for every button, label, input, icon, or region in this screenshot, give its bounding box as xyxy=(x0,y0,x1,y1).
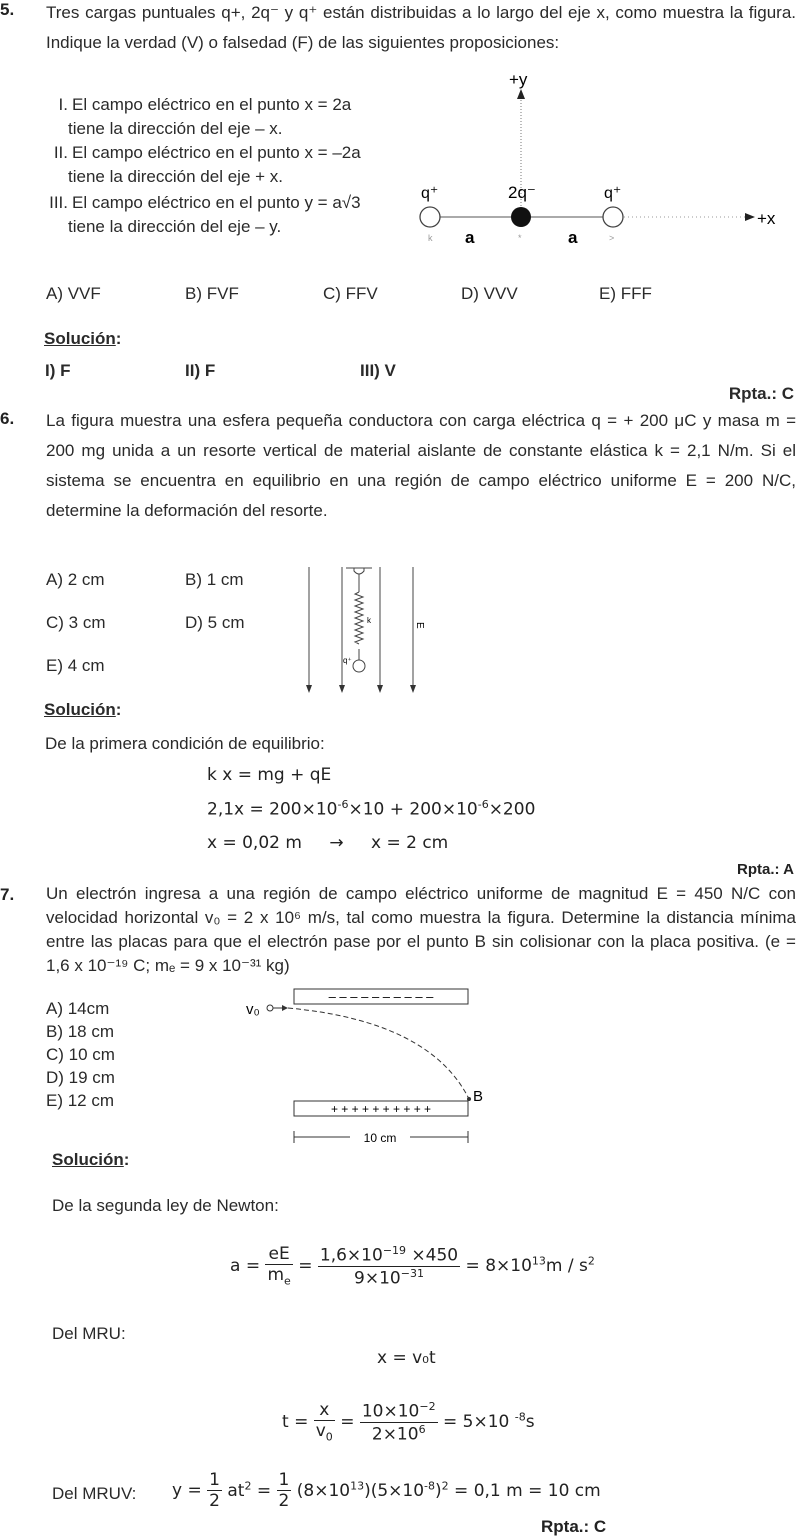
problem-5-number: 5. xyxy=(0,0,15,19)
option-d: D) 5 cm xyxy=(185,613,245,632)
option-a: A) 14cm xyxy=(46,999,110,1018)
solution-heading: Solución: xyxy=(44,329,122,348)
answer-key: Rpta.: C xyxy=(728,384,794,403)
option-c: C) 3 cm xyxy=(46,613,106,632)
charges-figure xyxy=(410,65,800,255)
charge-right xyxy=(603,207,623,227)
option-e: E) FFF xyxy=(599,284,652,303)
mruv-intro: Del MRUV: xyxy=(52,1484,137,1503)
dimension-label: 10 cm xyxy=(363,1131,397,1145)
displacement-equation: y = $\frac{1}{2}$ $at^2$ = $\frac{1}{2}$ $(8\times 10^{13})(5\times 10^{-8})^2 = 0,1$ m = 10 cm xyxy=(172,1470,601,1511)
tick-mark: k xyxy=(428,233,433,243)
charged-sphere xyxy=(353,660,365,672)
spring-field-figure xyxy=(300,562,430,697)
option-b: B) FVF xyxy=(185,284,239,303)
proposition-3 xyxy=(46,191,426,215)
x-axis-label: +x xyxy=(757,209,776,228)
arrow-icon: → xyxy=(329,833,344,853)
answer-ii: II) F xyxy=(185,361,216,380)
option-e: E) 4 cm xyxy=(46,656,105,675)
x-axis-arrow-icon xyxy=(745,213,755,221)
prop-text-cont: tiene la dirección del eje + x. xyxy=(68,167,283,186)
velocity-label: v₀ xyxy=(246,1001,260,1018)
distance-right-label: a xyxy=(568,228,578,247)
exponent: -6 xyxy=(337,798,349,811)
tick-mark: > xyxy=(609,233,615,243)
charge-right-label: q⁺ xyxy=(604,185,622,202)
problem-7-statement: Un electrón ingresa a una región de campo eléctrico uniforme de magnitud E = 450 N/C con velocidad horizontal v₀ = 2 x 10⁶ m/s, tal como muestra la figura. Determine la distancia mínima entre las placas para que el electrón pase por el punto B sin colisionar con la placa positiva. (e = 1,6 x 10⁻¹⁹ C; mₑ = 9 x 10⁻³¹ kg) xyxy=(46,884,796,975)
charge-center-label: 2q⁻ xyxy=(508,183,536,202)
prop-numeral: I. xyxy=(58,95,68,114)
spring-constant-label: k xyxy=(367,616,371,625)
option-c: C) FFV xyxy=(323,284,378,303)
problem-7-options xyxy=(46,997,115,1112)
tick-mark: * xyxy=(518,233,522,243)
prop-text-cont: tiene la dirección del eje – x. xyxy=(68,119,283,138)
problem-7-number: 7. xyxy=(0,885,15,904)
newton-intro: De la segunda ley de Newton: xyxy=(52,1196,279,1215)
field-arrow-icon xyxy=(377,685,383,693)
prop-text: El campo eléctrico en el punto y = a√3 xyxy=(72,193,361,212)
option-d: D) 19 cm xyxy=(46,1068,115,1087)
equation-3 xyxy=(207,833,448,853)
equation-2 xyxy=(207,798,535,820)
eq-part: ×10 + 200×10 xyxy=(348,799,478,820)
hook xyxy=(354,568,364,574)
prop-numeral: III. xyxy=(49,193,68,212)
exponent: -6 xyxy=(477,798,489,811)
prop-text: El campo eléctrico en el punto x = 2a xyxy=(72,95,352,114)
solution-label: Solución xyxy=(52,1150,124,1169)
charge-left xyxy=(420,207,440,227)
solution-heading: Solución: xyxy=(44,700,122,719)
plates-figure xyxy=(240,985,500,1150)
eq-part: x = 2 cm xyxy=(371,833,449,853)
y-axis-label: +y xyxy=(509,70,528,89)
distance-left-label: a xyxy=(465,228,475,247)
field-arrow-icon xyxy=(306,685,312,693)
answer-i: I) F xyxy=(45,361,71,380)
option-a: A) VVF xyxy=(46,284,101,303)
charge-label: q⁺ xyxy=(343,656,352,665)
eq-part: x = 0,02 m xyxy=(207,833,302,853)
charge-center xyxy=(511,207,531,227)
option-c: C) 10 cm xyxy=(46,1045,115,1064)
prop-numeral: II. xyxy=(53,143,68,162)
answer-key: Rpta.: C xyxy=(541,1517,607,1536)
option-b: B) 1 cm xyxy=(185,570,244,589)
option-d: D) VVV xyxy=(461,284,518,303)
proposition-1 xyxy=(46,93,426,117)
problem-5-propositions xyxy=(46,93,426,239)
option-a: A) 2 cm xyxy=(46,570,105,589)
field-arrow-icon xyxy=(410,685,416,693)
solution-label: Solución xyxy=(44,700,116,719)
charge-left-label: q⁺ xyxy=(421,185,439,202)
solution-heading: Solución: xyxy=(52,1150,130,1169)
mru-intro: Del MRU: xyxy=(52,1324,126,1343)
equation-1: k x = mg + qE xyxy=(207,765,332,785)
option-b: B) 18 cm xyxy=(46,1022,115,1041)
negative-plate-signs: – – – – – – – – – – xyxy=(328,989,434,1004)
prop-text: El campo eléctrico en el punto x = –2a xyxy=(72,143,361,162)
velocity-arrow-icon xyxy=(282,1005,288,1011)
field-arrow-icon xyxy=(339,685,345,693)
point-b-label: B xyxy=(473,1088,484,1105)
y-axis-arrow-icon xyxy=(517,89,525,99)
eq-part: ×200 xyxy=(488,799,536,820)
problem-6-number: 6. xyxy=(0,409,15,428)
proposition-2 xyxy=(46,141,426,165)
solution-label: Solución xyxy=(44,329,116,348)
spring-coil xyxy=(355,592,363,644)
prop-text-cont: tiene la dirección del eje – y. xyxy=(68,217,282,236)
mru-equation: x = v₀t xyxy=(377,1348,436,1368)
electron xyxy=(267,1005,273,1011)
field-label: E xyxy=(414,622,425,629)
eq-part: 2,1x = 200×10 xyxy=(207,799,338,820)
point-b-marker xyxy=(467,1097,471,1101)
problem-6-statement: La figura muestra una esfera pequeña conductora con carga eléctrica q = + 200 μC y masa m = 200 mg unida a un resorte vertical de material aislante de constante elástica k = 2,1 N/m. Si el sistema se encuentra en equilibrio en una región de campo eléctrico uniforme E = 200 N/C, determine la deformación del resorte. xyxy=(46,411,796,520)
answer-key: Rpta.: A xyxy=(737,861,794,878)
problem-5-statement: Tres cargas puntuales q+, 2q⁻ y q⁺ están distribuidas a lo largo del eje x, como muestra la figura. Indique la verdad (V) o falsedad (F) de las siguientes proposiciones: xyxy=(46,3,796,52)
electron-trajectory xyxy=(288,1008,469,1099)
positive-plate-signs: + + + + + + + + + + xyxy=(330,1102,432,1116)
answer-iii: III) V xyxy=(360,361,396,380)
equilibrium-intro: De la primera condición de equilibrio: xyxy=(45,734,325,753)
time-equation: t = $\frac{x}{v_0}$ = $\frac{10\times 10^{-2}}{2\times 10^6}$ = 5×10 $^{-8}$s xyxy=(282,1400,535,1445)
option-e: E) 12 cm xyxy=(46,1091,115,1110)
acceleration-equation: a = $\frac{eE}{m_e}$ = $\frac{1,6\times 10^{-19} \times 450}{9\times 10^{-31}}$ = $8\times 10^{13}m / s^2$ xyxy=(230,1244,595,1289)
